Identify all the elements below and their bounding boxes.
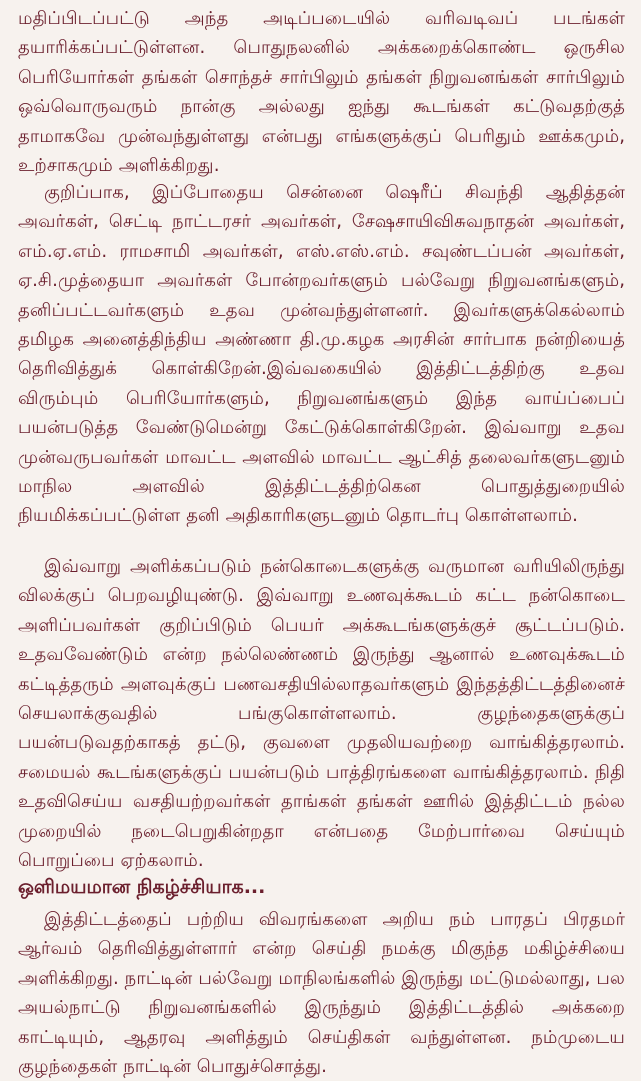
paragraph-3: இவ்வாறு அளிக்கப்படும் நன்கொடைகளுக்கு வருமான வரியிலிருந்து விலக்குப் பெறவழியுண்டு. இவ்வாறு உணவுக்கூடம் கட்ட நன்கொடை அளிப்பவர்கள் குறிப்பிடும் பெயர் அக்கூடங்களுக்குச் சூட்டப்படும். உதவவேண்டும் என்ற நல்லெண்ணம் இருந்து ஆனால் உணவுக்கூடம் கட்டித்தரும் அளவுக்குப் பணவசதியில்லாதவர்களும் இந்தத்திட்டத்தினைச் செயலாக்குவதில் பங்குகொள்ளலாம். குழந்தைகளுக்குப் பயன்படுவதற்காகத் தட்டு, குவளை முதலியவற்றை வாங்கித்தரலாம். சமையல் கூடங்களுக்குப் பயன்படும் பாத்திரங்களை வாங்கித்தரலாம். நிதி உதவிசெய்ய வசதியற்றவர்கள் தாங்கள் தங்கள் ஊரில் இத்திட்டம் நல்ல முறையில் நடைபெறுகின்றதா என்பதை மேற்பார்வை செய்யும் பொறுப்பை ஏற்கலாம். xyxy=(18,556,625,872)
paragraph-4: இத்திட்டத்தைப் பற்றிய விவரங்களை அறிய நம் பாரதப் பிரதமர் ஆர்வம் தெரிவித்துள்ளார் என்ற செய்தி நமக்கு மிகுந்த மகிழ்ச்சியை அளிக்கிறது. நாட்டின் பல்வேறு மாநிலங்களில் இருந்து மட்டுமல்லாது, பல அயல்நாட்டு நிறுவனங்களில் இருந்தும் இத்திட்டத்தில் அக்கறை காட்டியும், ஆதரவு அளித்தும் செய்திகள் வந்துள்ளன. நம்முடைய குழந்தைகள் நாட்டின் பொதுச்சொத்து. xyxy=(18,909,625,1078)
paragraph-1: மதிப்பிடப்பட்டு அந்த அடிப்படையில் வரிவடிவப் படங்கள் தயாரிக்கப்பட்டுள்ளன. பொதுநலனில் அக்கறைக்கொண்ட ஒருசில பெரியோர்கள் தங்கள் சொந்தச் சார்பிலும் தங்கள் நிறுவனங்கள் சார்பிலும் ஒவ்வொருவரும் நான்கு அல்லது ஐந்து கூடங்கள் கட்டுவதற்குத் தாமாகவே முன்வந்துள்ளது என்பது எங்களுக்குப் பெரிதும் ஊக்கமும், உற்சாகமும் அளிக்கிறது. xyxy=(18,8,625,177)
section-heading: ஒளிமயமான நிகழ்ச்சியாக... xyxy=(18,876,266,898)
paragraph-2: குறிப்பாக, இப்போதைய சென்னை ஷெரீப் சிவந்தி ஆதித்தன் அவர்கள், செட்டி நாட்டரசர் அவர்கள், சேஷசாயிவிசுவநாதன் அவர்கள், எம்.ஏ.எம். ராமசாமி அவர்கள், எஸ்.எஸ்.எம். சவுண்டப்பன் அவர்கள், ஏ.சி.முத்தையா அவர்கள் போன்றவர்களும் பல்வேறு நிறுவனங்களும், தனிப்பட்டவர்களும் உதவ முன்வந்துள்ளனர். இவர்களுக்கெல்லாம் தமிழக அனைத்திந்திய அண்ணா தி.மு.கழக அரசின் சார்பாக நன்றியைத் தெரிவித்துக் கொள்கிறேன்.இவ்வகையில் இத்திட்டத்திற்கு உதவ விரும்பும் பெரியோர்களும், நிறுவனங்களும் இந்த வாய்ப்பைப் பயன்படுத்த வேண்டுமென்று கேட்டுக்கொள்கிறேன். இவ்வாறு உதவ முன்வருபவர்கள் மாவட்ட அளவில் மாவட்ட ஆட்சித் தலைவர்களுடனும் மாநில அளவில் இத்திட்டத்திற்கென பொதுத்துறையில் நியமிக்கப்பட்டுள்ள தனி அதிகாரிகளுடனும் தொடர்பு கொள்ளலாம். xyxy=(18,182,625,527)
